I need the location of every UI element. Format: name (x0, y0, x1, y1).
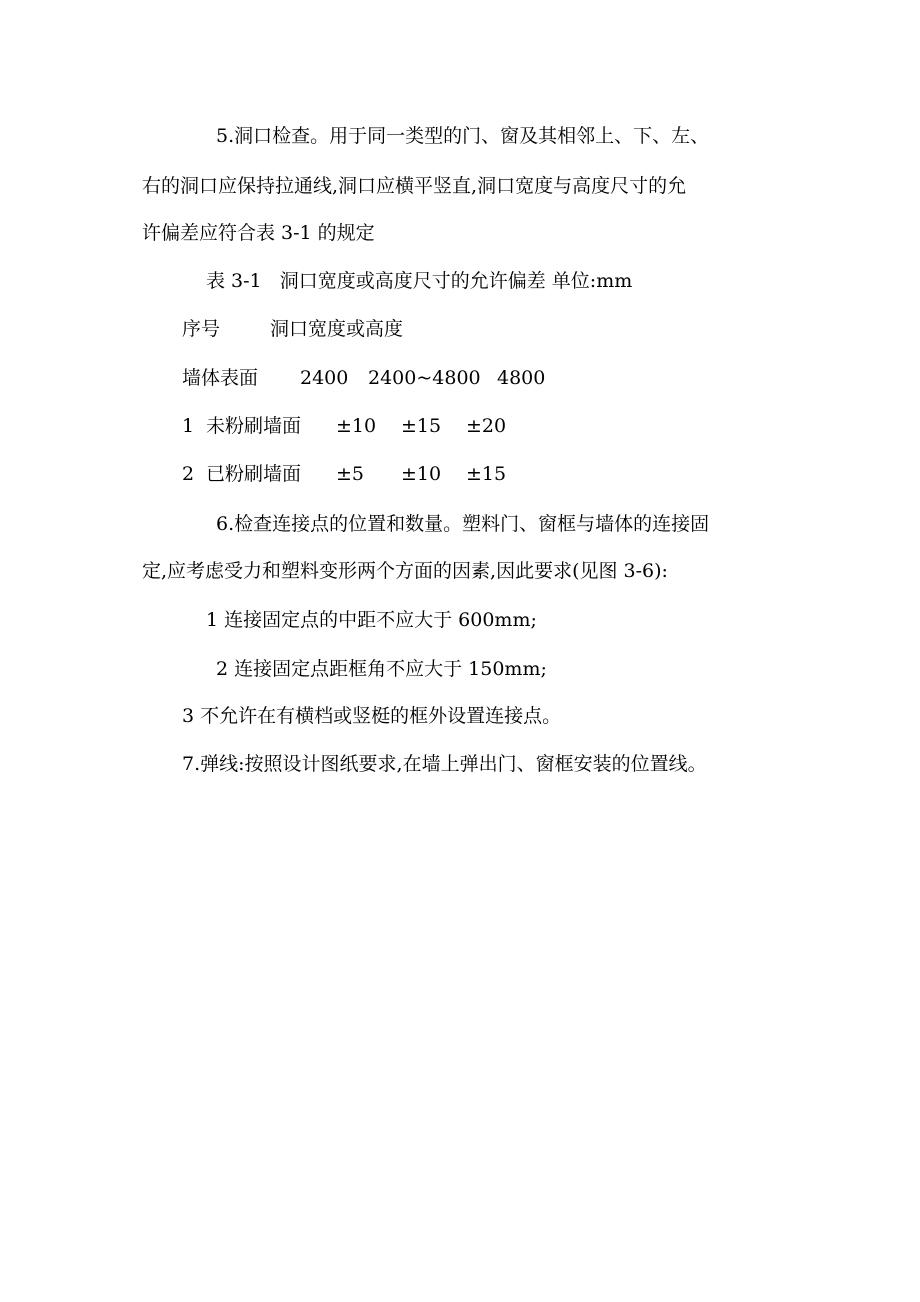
table-subheader-row (0, 365, 920, 391)
table-subheader-col-1: 2400 (300, 367, 349, 389)
table-row-value: ±10 (401, 463, 442, 485)
table-header-group: 洞口宽度或高度 (270, 318, 404, 340)
table-row-value: ±20 (466, 415, 507, 437)
paragraph-6-line-2: 定,应考虑受力和塑料变形两个方面的因素,因此要求(见图 3-6): (142, 560, 668, 582)
table-header-index: 序号 (182, 318, 221, 340)
table-subheader-label: 墙体表面 (182, 367, 259, 389)
table-caption: 表 3-1 洞口宽度或高度尺寸的允许偏差 单位:mm (206, 270, 633, 292)
table-row (0, 413, 920, 439)
table-row-surface: 已粉刷墙面 (206, 463, 302, 485)
list-item-1: 1 连接固定点的中距不应大于 600mm; (206, 609, 537, 631)
paragraph-5-line-3: 许偏差应符合表 3-1 的规定 (142, 222, 375, 244)
paragraph-5-line-1: 5.洞口检查。用于同一类型的门、窗及其相邻上、下、左、 (216, 125, 710, 147)
table-row (0, 461, 920, 487)
table-subheader-col-2: 2400~4800 (368, 367, 481, 389)
paragraph-5-line-2: 右的洞口应保持拉通线,洞口应横平竖直,洞口宽度与高度尺寸的允 (142, 175, 687, 197)
table-row-value: ±15 (466, 463, 507, 485)
paragraph-6-line-1: 6.检查连接点的位置和数量。塑料门、窗框与墙体的连接固 (216, 513, 710, 535)
table-row-surface: 未粉刷墙面 (206, 415, 302, 437)
table-header-row (0, 316, 920, 342)
table-row-index: 2 (182, 463, 195, 485)
list-item-3: 3 不允许在有横档或竖梃的框外设置连接点。 (182, 705, 562, 727)
list-item-2: 2 连接固定点距框角不应大于 150mm; (216, 658, 547, 680)
table-row-index: 1 (182, 415, 195, 437)
table-row-value: ±5 (336, 463, 365, 485)
table-row-value: ±10 (336, 415, 377, 437)
table-row-value: ±15 (401, 415, 442, 437)
table-subheader-col-3: 4800 (497, 367, 546, 389)
paragraph-7: 7.弹线:按照设计图纸要求,在墙上弹出门、窗框安装的位置线。 (182, 753, 707, 775)
